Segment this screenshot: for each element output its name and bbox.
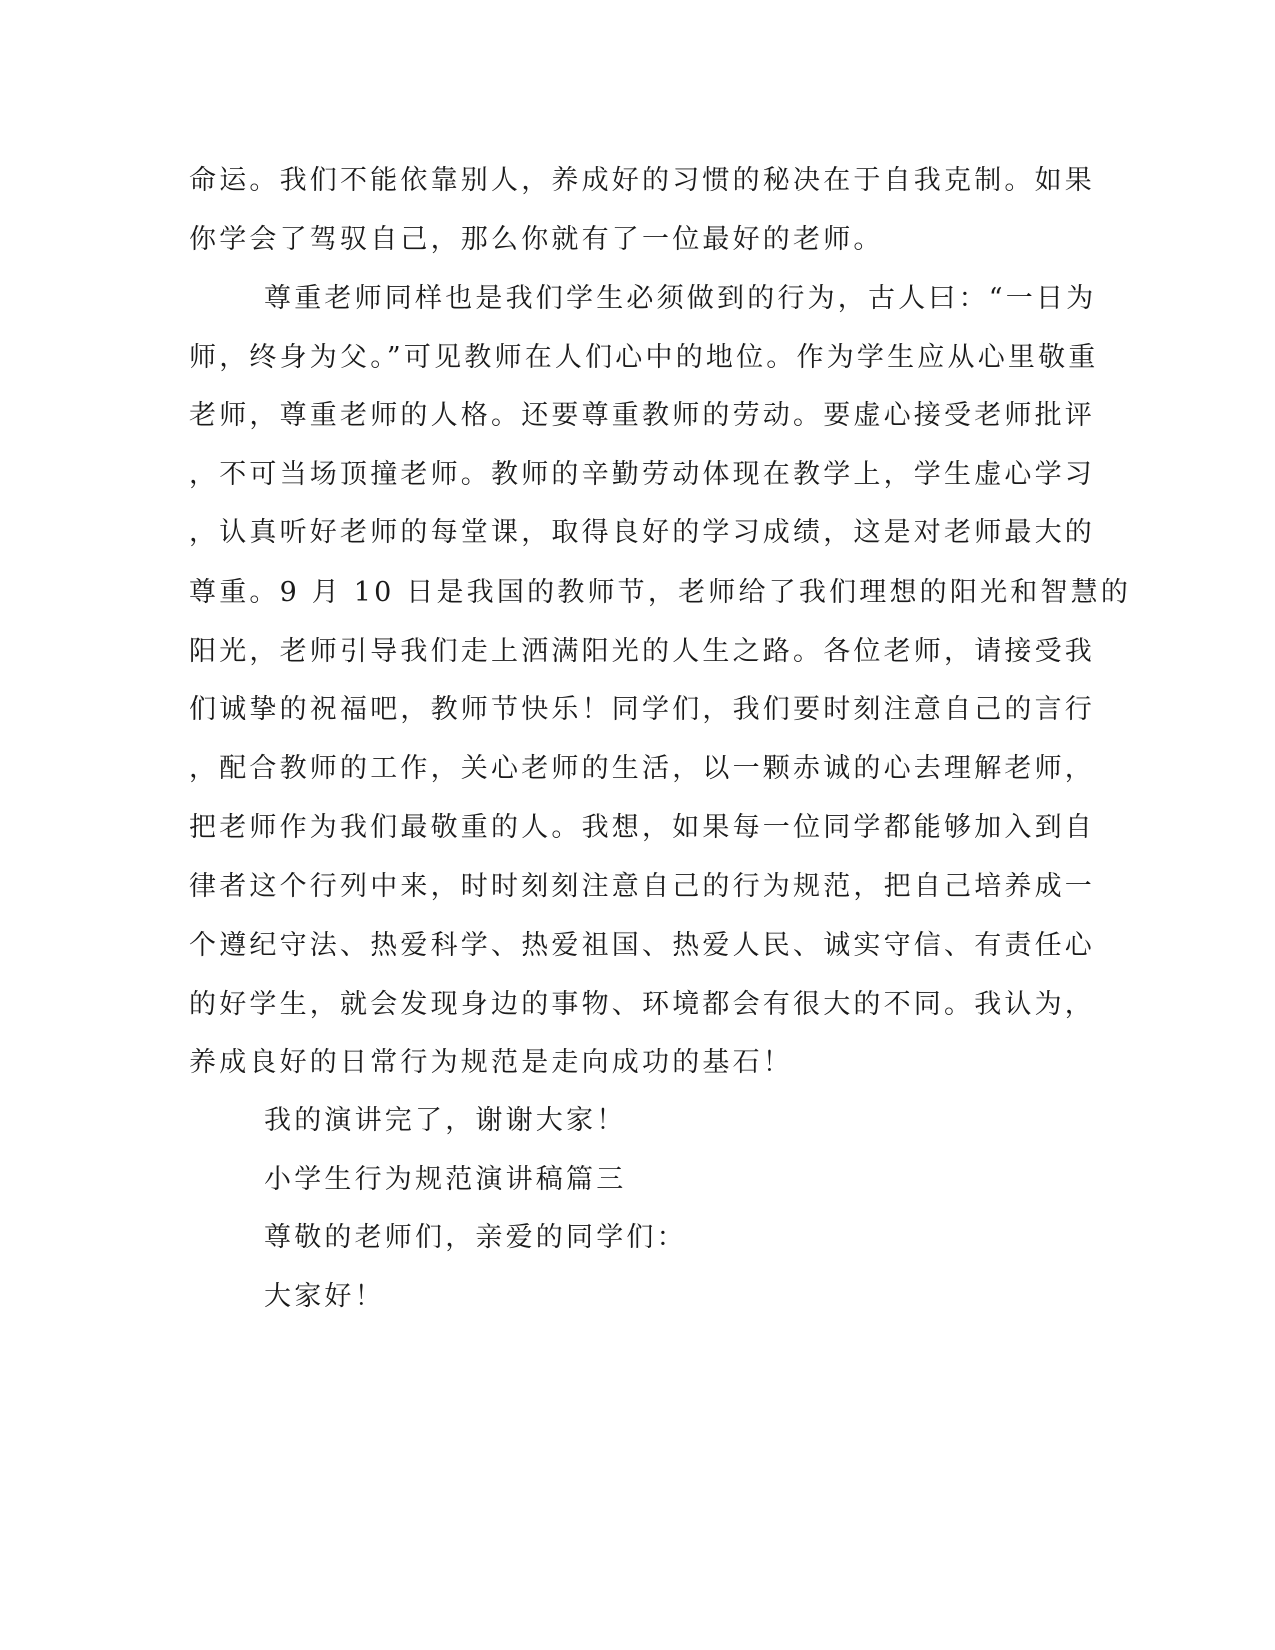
text-line: 律者这个行列中来，时时刻刻注意自己的行为规范，把自己培养成一 xyxy=(189,871,1095,902)
text-line: ，不可当场顶撞老师。教师的辛勤劳动体现在教学上，学生虚心学习 xyxy=(189,459,1095,490)
text-line: ，认真听好老师的每堂课，取得良好的学习成绩，这是对老师最大的 xyxy=(189,517,1095,548)
text-line: 命运。我们不能依靠别人，养成好的习惯的秘决在于自我克制。如果 xyxy=(189,165,1095,196)
text-line: 老师，尊重老师的人格。还要尊重教师的劳动。要虚心接受老师批评 xyxy=(189,400,1095,431)
text-line: 师，终身为父。”可见教师在人们心中的地位。作为学生应从心里敬重 xyxy=(189,342,1099,373)
text-line: 们诚挚的祝福吧，教师节快乐！同学们，我们要时刻注意自己的言行 xyxy=(189,694,1095,725)
text-line: ，配合教师的工作，关心老师的生活，以一颗赤诚的心去理解老师， xyxy=(189,753,1095,784)
text-line: 个遵纪守法、热爱科学、热爱祖国、热爱人民、诚实守信、有责任心 xyxy=(189,930,1095,961)
paragraph-first-line: 尊重老师同样也是我们学生必须做到的行为，古人曰：“一日为 xyxy=(264,283,1097,314)
greeting: 大家好！ xyxy=(264,1281,385,1312)
text-line: 的好学生，就会发现身边的事物、环境都会有很大的不同。我认为， xyxy=(189,989,1095,1020)
section-title: 小学生行为规范演讲稿篇三 xyxy=(264,1164,627,1195)
closing-line: 我的演讲完了，谢谢大家！ xyxy=(264,1105,627,1136)
text-line: 把老师作为我们最敬重的人。我想，如果每一位同学都能够加入到自 xyxy=(189,812,1095,843)
text-line: 你学会了驾驭自己，那么你就有了一位最好的老师。 xyxy=(189,224,884,255)
salutation: 尊敬的老师们，亲爱的同学们： xyxy=(264,1222,687,1253)
text-line: 养成良好的日常行为规范是走向成功的基石！ xyxy=(189,1047,793,1078)
text-line: 尊重。9 月 10 日是我国的教师节，老师给了我们理想的阳光和智慧的 xyxy=(189,577,1132,608)
text-line: 阳光，老师引导我们走上洒满阳光的人生之路。各位老师，请接受我 xyxy=(189,636,1095,667)
